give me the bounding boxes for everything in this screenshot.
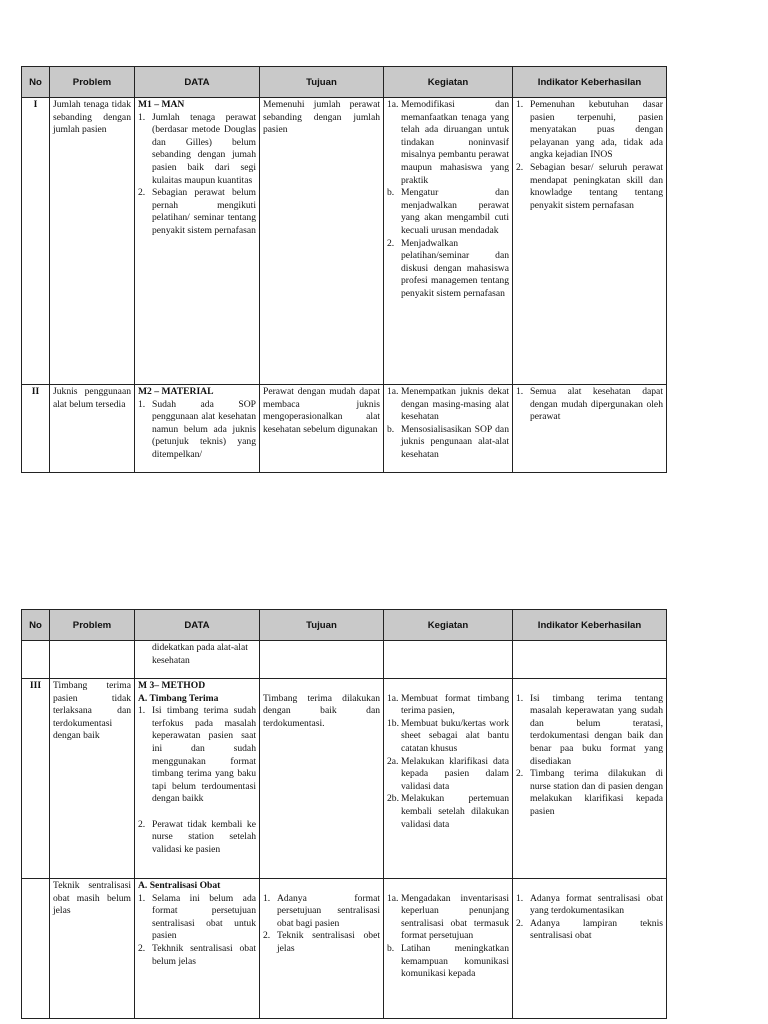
list-item [263,930,380,955]
list-item [387,943,509,981]
tujuan-text: Timbang terima dilakukan dengan baik dan terdokumentasi. [263,692,380,729]
list-text: Selama ini belum ada format persetujuan sentralisasi obat untuk pasien [152,892,256,942]
list-marker: 1a. [387,99,399,110]
list-text: Mensosialisasikan SOP dan juknis pengunaan alat-alat kesehatan [401,423,509,460]
subsection-heading: A. Timbang Terima [138,692,219,704]
list-item [387,793,509,831]
row-number: I [22,98,50,385]
list-marker: 2. [263,930,271,942]
data-list [138,112,256,238]
list-item [138,399,256,462]
list-text: Sebagian perawat belum pernah mengikuti pelatihan/ seminar tentang penyakit sistem pernafasan [152,187,256,236]
header-no: No [22,67,50,98]
indikator-cell [513,879,667,1019]
list-item [138,112,256,188]
table-header-row [22,67,667,98]
list-marker: 2. [138,187,146,199]
table-header-row [22,610,667,641]
kegiatan-cell [384,98,513,385]
tujuan-cell: Memenuhi jumlah perawat sebanding dengan jumlah pasien [260,98,384,385]
header-data: DATA [135,610,260,641]
list-marker: 1. [516,99,524,110]
list-text: Pemenuhan kebutuhan dasar pasien terpenuhi, pasien menyatakan puas dengan pelayanan yang ada, tidak ada angka kejadian INOS [530,99,663,161]
table-row [22,679,667,879]
data-cell [135,879,260,1019]
problem-cell [50,641,135,679]
list-text: Adanya lampiran teknis sentralisasi obat [530,917,663,942]
list-text: Membuat buku/kertas work sheet sebagai alat bantu catatan khusus [401,717,509,754]
list-marker: 1a. [387,692,399,704]
list-item [387,756,509,794]
list-marker: b. [387,942,395,954]
list-marker: 2. [516,768,524,780]
data-cell [135,679,260,879]
header-problem: Problem [50,67,135,98]
row-number [22,879,50,1019]
list-item [138,893,256,943]
list-marker: 1. [516,692,524,704]
tujuan-cell [260,879,384,1019]
problem-cell: Jumlah tenaga tidak sebanding dengan jumlah pasien [50,98,135,385]
tujuan-list [263,893,380,956]
plan-table-page-2 [21,609,667,1019]
list-item [516,893,663,918]
list-marker: b. [387,423,395,435]
list-marker: 1. [138,398,146,410]
list-item [387,187,509,237]
list-text: Adanya format persetujuan sentralisasi obat bagi pasien [277,892,380,929]
data-list [138,893,256,969]
list-marker: 1a. [387,386,399,397]
indikator-list [516,693,663,819]
kegiatan-cell [384,385,513,473]
header-kegiatan: Kegiatan [384,67,513,98]
list-text: Mengatur dan menjadwalkan perawat yang akan mengambil cuti kecuali urusan mendadak [401,187,509,236]
list-text: Isi timbang terima tentang masalah keperawatan yang sudah dan belum teratasi, terdokumentasi dengan baik dan benar paa buku format yang disediakan [530,692,663,767]
list-item [138,943,256,968]
list-text: Membuat format timbang terima pasien, [401,692,509,717]
tujuan-cell: Perawat dengan mudah dapat membaca juknis mengoperasionalkan alat kesehatan sebelum digunakan [260,385,384,473]
table-row [22,385,667,473]
list-marker: 1. [138,111,146,123]
list-item [516,99,663,162]
list-marker: b. [387,187,395,199]
list-marker: 2. [516,161,524,173]
list-item [138,819,256,857]
header-tujuan: Tujuan [260,67,384,98]
row-number: III [22,679,50,879]
list-text: Melakukan pertemuan kembali setelah dilakukan validasi data [401,793,509,830]
list-marker: 1. [516,386,524,397]
list-text: Semua alat kesehatan dapat dengan mudah dipergunakan oleh perawat [530,386,663,423]
list-item [516,693,663,769]
indikator-cell [513,385,667,473]
list-text: Mengadakan inventarisasi keperluan penunjang sentralisasi obat termasuk format persetujuan [401,892,509,942]
list-text: Tekhnik sentralisasi obat belum jelas [152,942,256,967]
list-marker: 2b. [387,793,399,805]
header-kegiatan: Kegiatan [384,610,513,641]
problem-cell: Juknis penggunaan alat belum tersedia [50,385,135,473]
list-marker: 1a. [387,892,399,904]
list-item [387,718,509,756]
list-marker: 2a. [387,755,399,767]
section-heading: M1 – MAN [138,99,185,110]
kegiatan-cell [384,679,513,879]
tujuan-cell [260,679,384,879]
row-number [22,641,50,679]
list-text: Sudah ada SOP penggunaan alat kesehatan namun belum ada juknis (petunjuk teknis) yang ditempelkan/ [152,398,256,460]
header-indikator: Indikator Keberhasilan [513,610,667,641]
list-item [263,893,380,931]
list-marker: 1. [138,705,146,717]
list-item [387,99,509,187]
kegiatan-list [387,693,509,832]
header-problem: Problem [50,610,135,641]
tujuan-cell [260,641,384,679]
indikator-cell [513,98,667,385]
list-text: Perawat tidak kembali ke nurse station setelah validasi ke pasien [152,818,256,855]
list-item [516,162,663,212]
list-item [387,693,509,718]
table-row [22,98,667,385]
header-no: No [22,610,50,641]
problem-cell: Teknik sentralisasi obat masih belum jelas [50,879,135,1019]
indikator-cell [513,679,667,879]
data-list [138,705,256,856]
row-number: II [22,385,50,473]
header-indikator: Indikator Keberhasilan [513,67,667,98]
list-marker: 2. [516,917,524,929]
list-item [387,424,509,462]
list-text: Jumlah tenaga perawat (berdasar metode Douglas dan Gilles) belum sebanding dengan jumah pasien baik dari segi kulaitas maupun kuantitas [152,111,256,186]
kegiatan-cell [384,641,513,679]
plan-table-page-1 [21,66,667,473]
indikator-list [516,893,663,943]
list-item [138,705,256,806]
problem-cell: Timbang terima pasien tidak terlaksana dan terdokumentasi dengan baik [50,679,135,879]
kegiatan-list [387,99,509,301]
indikator-cell [513,641,667,679]
kegiatan-list [387,386,509,462]
header-data: DATA [135,67,260,98]
data-list [138,399,256,462]
data-cell [135,385,260,473]
list-text: Latihan meningkatkan kemampuan komunikasi komunikasi kepada [401,942,509,980]
list-marker: 2. [138,942,146,954]
list-item [387,386,509,424]
list-text: Adanya format sentralisasi obat yang terdokumentasikan [530,892,663,917]
list-text: Memodifikasi dan memanfaatkan tenaga yang telah ada diruangan untuk tindakan noninvasif misalnya pembantu perawat maupun mahasiswa yang praktik [401,99,509,186]
list-marker: 1. [138,892,146,904]
list-text: Teknik sentralisasi obet jelas [277,930,380,954]
list-text: Menempatkan juknis dekat dengan masing-masing alat kesehatan [401,386,509,423]
indikator-list [516,99,663,212]
list-text: Timbang terima dilakukan di nurse station dan di pasien dengan melakukan klarifikasi kepada pasien [530,768,663,817]
data-cell [135,641,260,679]
section-heading: M2 – MATERIAL [138,386,214,397]
list-text: Menjadwalkan pelatihan/seminar dan diskusi dengan mahasiswa profesi managemen tentang penyakit sistem pernafasan [401,237,509,299]
list-text: Isi timbang terima sudah terfokus pada masalah keperawatan pasien saat ini dan sudah menggunakan format timbang terima yang baku tapi belum terdoumentasi dengan baikk [152,705,256,805]
section-heading: M 3– METHOD [138,680,206,691]
list-item [387,893,509,943]
list-text: Melakukan klarifikasi data kepada pasien dalam validasi data [401,755,509,792]
list-item [516,918,663,943]
list-marker: 2. [138,818,146,830]
continued-data-text: didekatkan pada alat-alat kesehatan [152,642,248,666]
list-marker: 2. [387,237,395,249]
list-text: Sebagian besar/ seluruh perawat mendapat peningkatan skill dan knowladge tentang tentang penyakit sistem pernafasan [530,161,663,211]
data-cell [135,98,260,385]
indikator-list [516,386,663,424]
kegiatan-cell [384,879,513,1019]
kegiatan-list [387,893,509,981]
list-item [516,768,663,818]
list-item [138,187,256,237]
list-item [516,386,663,424]
list-marker: 1b. [387,717,399,729]
table-row [22,879,667,1019]
subsection-heading: A. Sentralisasi Obat [138,880,221,891]
header-tujuan: Tujuan [260,610,384,641]
table-row-continuation [22,641,667,679]
list-item [387,238,509,301]
list-marker: 1. [263,892,271,904]
list-marker: 1. [516,892,524,904]
